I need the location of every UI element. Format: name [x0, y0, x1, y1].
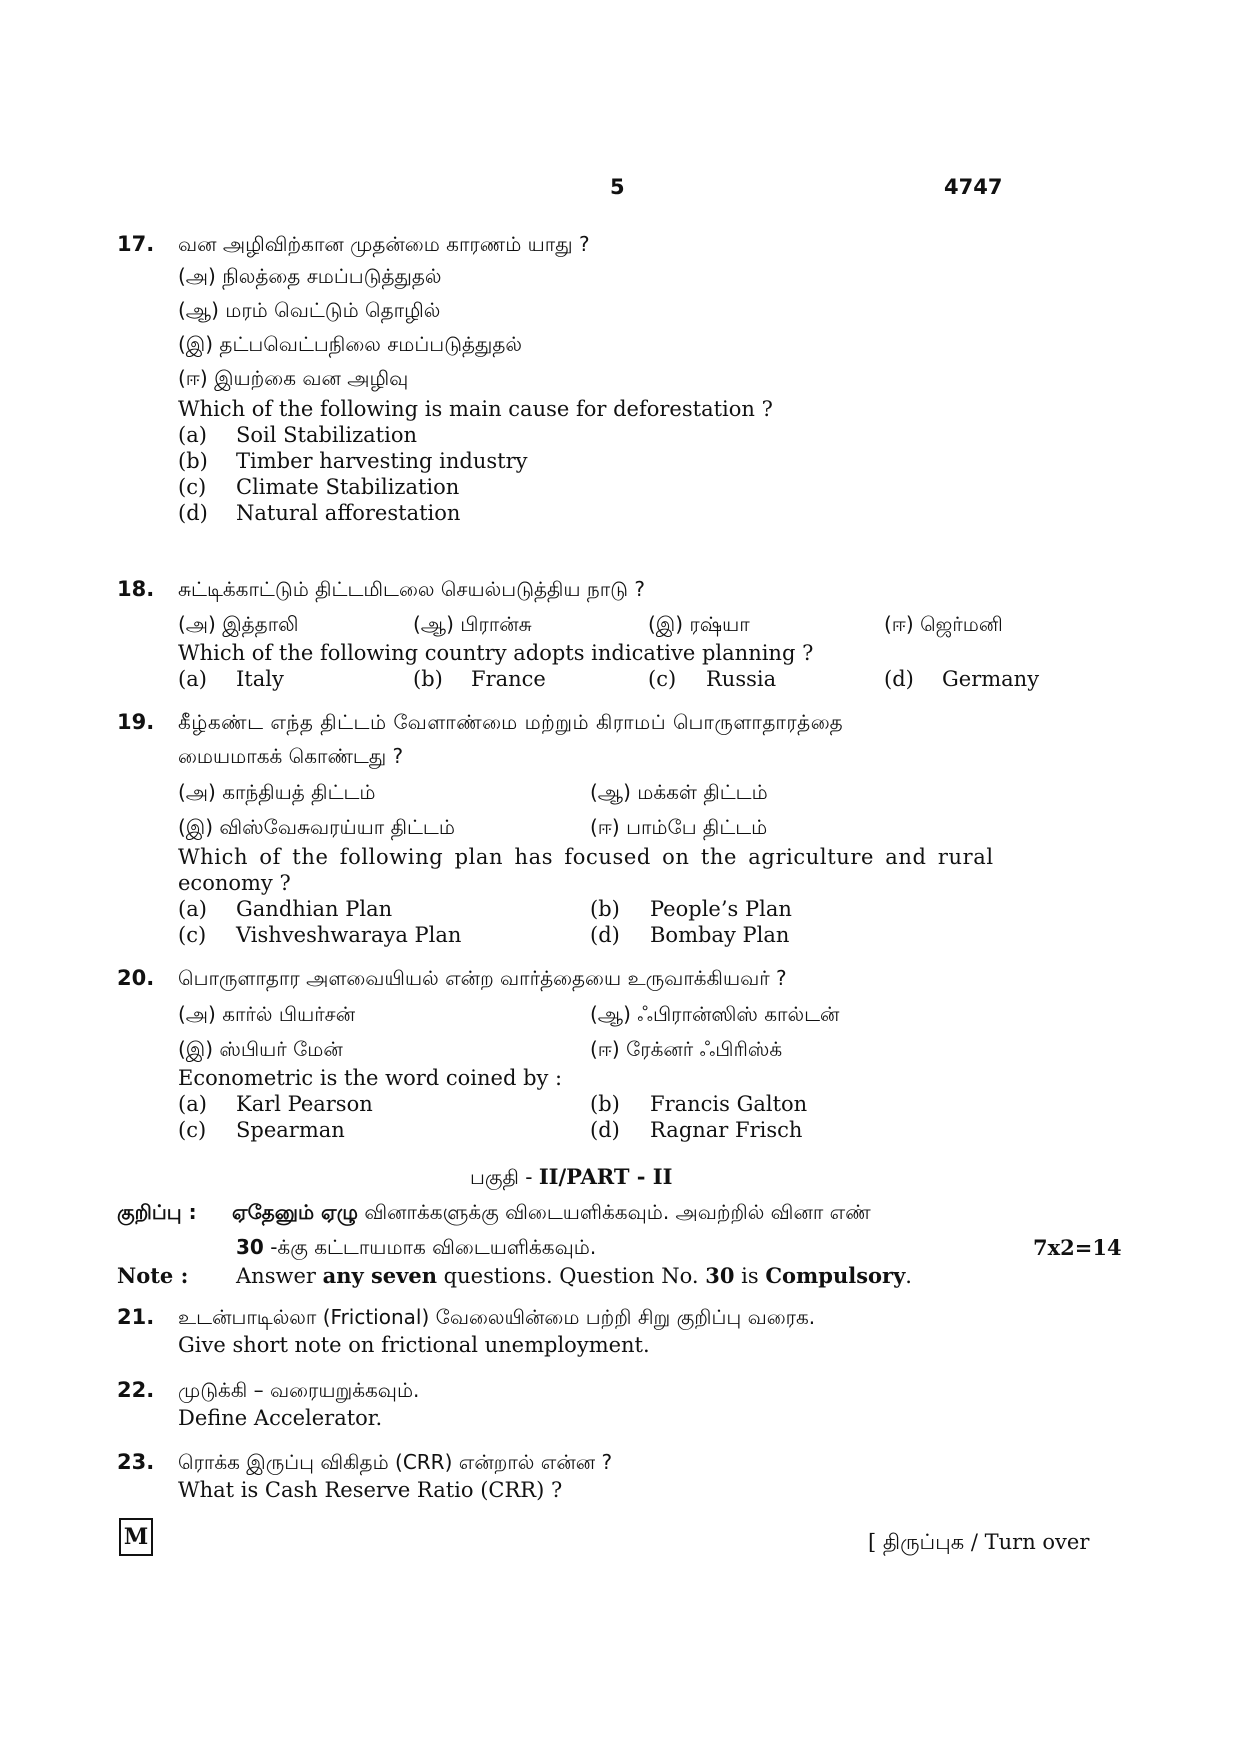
question-text-english: Define Accelerator. — [178, 1406, 383, 1430]
option-tamil: (ஆ) ஃபிரான்ஸிஸ் கால்டன் — [590, 1002, 840, 1026]
option-tamil: (அ) கார்ல் பியர்சன் — [178, 1002, 356, 1026]
turn-over-note: [ திருப்புக / Turn over — [868, 1530, 1090, 1554]
option-label: (b) — [413, 667, 443, 691]
option-label: (b) — [590, 1092, 620, 1116]
question-text-english: Which of the following plan has focused on the agriculture and rural — [178, 845, 994, 869]
option-english: Timber harvesting industry — [236, 449, 528, 473]
option-label: (a) — [178, 1092, 207, 1116]
question-number: 22. — [117, 1378, 155, 1402]
note-text: Answer — [236, 1264, 323, 1288]
question-text-english: What is Cash Reserve Ratio (CRR) ? — [178, 1478, 563, 1502]
note-emphasis: 30 — [236, 1235, 264, 1259]
option-label: (b) — [590, 897, 620, 921]
option-tamil: (இ) ரஷ்யா — [648, 612, 750, 636]
question-number: 21. — [117, 1305, 155, 1329]
question-number: 17. — [117, 232, 155, 256]
option-tamil: (ஆ) மக்கள் திட்டம் — [590, 780, 768, 804]
note-text: வினாக்களுக்கு விடையளிக்கவும். அவற்றில் வினா எண் — [358, 1200, 871, 1224]
option-tamil: (ஆ) மரம் வெட்டும் தொழில் — [178, 298, 441, 322]
question-text-tamil: கீழ்கண்ட எந்த திட்டம் வேளாண்மை மற்றும் கிராமப் பொருளாதாரத்தை — [178, 710, 844, 734]
note-text: questions. Question No. — [437, 1264, 706, 1288]
question-text-english: Which of the following is main cause for deforestation ? — [178, 397, 773, 421]
option-label: (a) — [178, 897, 207, 921]
question-text-english: Give short note on frictional unemployment. — [178, 1333, 650, 1357]
question-text-tamil-continued: மையமாகக் கொண்டது ? — [178, 744, 404, 768]
part-heading — [470, 1164, 672, 1192]
question-text-tamil: முடுக்கி – வரையறுக்கவும். — [178, 1378, 420, 1402]
option-english: Ragnar Frisch — [650, 1118, 803, 1142]
option-label: (c) — [178, 923, 207, 947]
option-english: Francis Galton — [650, 1092, 808, 1116]
option-english: Gandhian Plan — [236, 897, 393, 921]
option-tamil: (இ) ஸ்பியர் மேன் — [178, 1037, 343, 1061]
part-heading-english: II/PART - II — [538, 1164, 673, 1189]
marks-allocation: 7x2=14 — [1033, 1235, 1122, 1260]
question-text-tamil: ரொக்க இருப்பு விகிதம் (CRR) என்றால் என்ன ? — [178, 1450, 613, 1474]
note-text-tamil-line2 — [236, 1235, 596, 1262]
question-number: 20. — [117, 966, 155, 990]
note-text-tamil — [232, 1200, 871, 1227]
option-english: Vishveshwaraya Plan — [236, 923, 462, 947]
option-label: (a) — [178, 423, 207, 447]
question-number: 18. — [117, 577, 155, 601]
option-tamil: (இ) விஸ்வேசுவரய்யா திட்டம் — [178, 815, 455, 839]
option-tamil: (ஈ) ரேக்னர் ஃபிரிஸ்க் — [590, 1037, 783, 1061]
option-label: (d) — [590, 923, 620, 947]
note-text-english — [236, 1263, 912, 1288]
note-text: -க்கு கட்டாயமாக விடையளிக்கவும். — [263, 1235, 597, 1259]
option-tamil: (இ) தட்பவெட்பநிலை சமப்படுத்துதல் — [178, 332, 522, 356]
option-label: (d) — [590, 1118, 620, 1142]
question-text-tamil: சுட்டிக்காட்டும் திட்டமிடலை செயல்படுத்திய நாடு ? — [178, 577, 646, 601]
option-tamil: (ஈ) பாம்பே திட்டம் — [590, 815, 768, 839]
note-emphasis: ஏதேனும் ஏழு — [232, 1200, 358, 1224]
medium-mark-box: M — [119, 1518, 153, 1556]
question-number: 19. — [117, 710, 155, 734]
paper-code: 4747 — [944, 175, 1003, 199]
option-label: (a) — [178, 667, 207, 691]
option-tamil: (ஈ) இயற்கை வன அழிவு — [178, 366, 409, 390]
option-tamil: (அ) காந்தியத் திட்டம் — [178, 780, 376, 804]
option-english: Natural afforestation — [236, 501, 461, 525]
option-english: Bombay Plan — [650, 923, 790, 947]
note-emphasis: Compulsory — [765, 1263, 906, 1288]
note-emphasis: any seven — [322, 1263, 437, 1288]
option-english: Italy — [236, 667, 284, 691]
option-english: Russia — [706, 667, 777, 691]
option-english: France — [471, 667, 546, 691]
option-tamil: (அ) இத்தாலி — [178, 612, 299, 636]
question-text-tamil: வன அழிவிற்கான முதன்மை காரணம் யாது ? — [178, 232, 590, 256]
option-label: (b) — [178, 449, 208, 473]
question-text-english: Econometric is the word coined by : — [178, 1066, 563, 1090]
option-tamil: (ஆ) பிரான்சு — [413, 612, 532, 636]
note-label-tamil: குறிப்பு : — [117, 1200, 197, 1224]
option-english: Soil Stabilization — [236, 423, 417, 447]
question-text-tamil: பொருளாதார அளவையியல் என்ற வார்த்தையை உருவாக்கியவர் ? — [178, 966, 787, 990]
option-label: (c) — [178, 475, 207, 499]
note-text: is — [734, 1264, 766, 1288]
page-number: 5 — [610, 175, 625, 199]
question-text-tamil: உடன்பாடில்லா (Frictional) வேலையின்மை பற்றி சிறு குறிப்பு வரைக. — [178, 1305, 816, 1329]
part-heading-tamil: பகுதி - — [470, 1165, 539, 1189]
option-english: Spearman — [236, 1118, 345, 1142]
question-text-english: Which of the following country adopts indicative planning ? — [178, 641, 814, 665]
option-tamil: (ஈ) ஜெர்மனி — [884, 612, 1003, 636]
option-english: People’s Plan — [650, 897, 792, 921]
question-number: 23. — [117, 1450, 155, 1474]
option-label: (d) — [178, 501, 208, 525]
option-tamil: (அ) நிலத்தை சமப்படுத்துதல் — [178, 264, 442, 288]
option-english: Climate Stabilization — [236, 475, 460, 499]
option-english: Karl Pearson — [236, 1092, 373, 1116]
note-text: . — [905, 1264, 912, 1288]
option-label: (c) — [648, 667, 677, 691]
option-label: (c) — [178, 1118, 207, 1142]
note-emphasis: 30 — [705, 1263, 735, 1288]
note-label-english: Note : — [117, 1263, 189, 1288]
option-english: Germany — [942, 667, 1040, 691]
question-text-english-continued: economy ? — [178, 871, 291, 895]
option-label: (d) — [884, 667, 914, 691]
